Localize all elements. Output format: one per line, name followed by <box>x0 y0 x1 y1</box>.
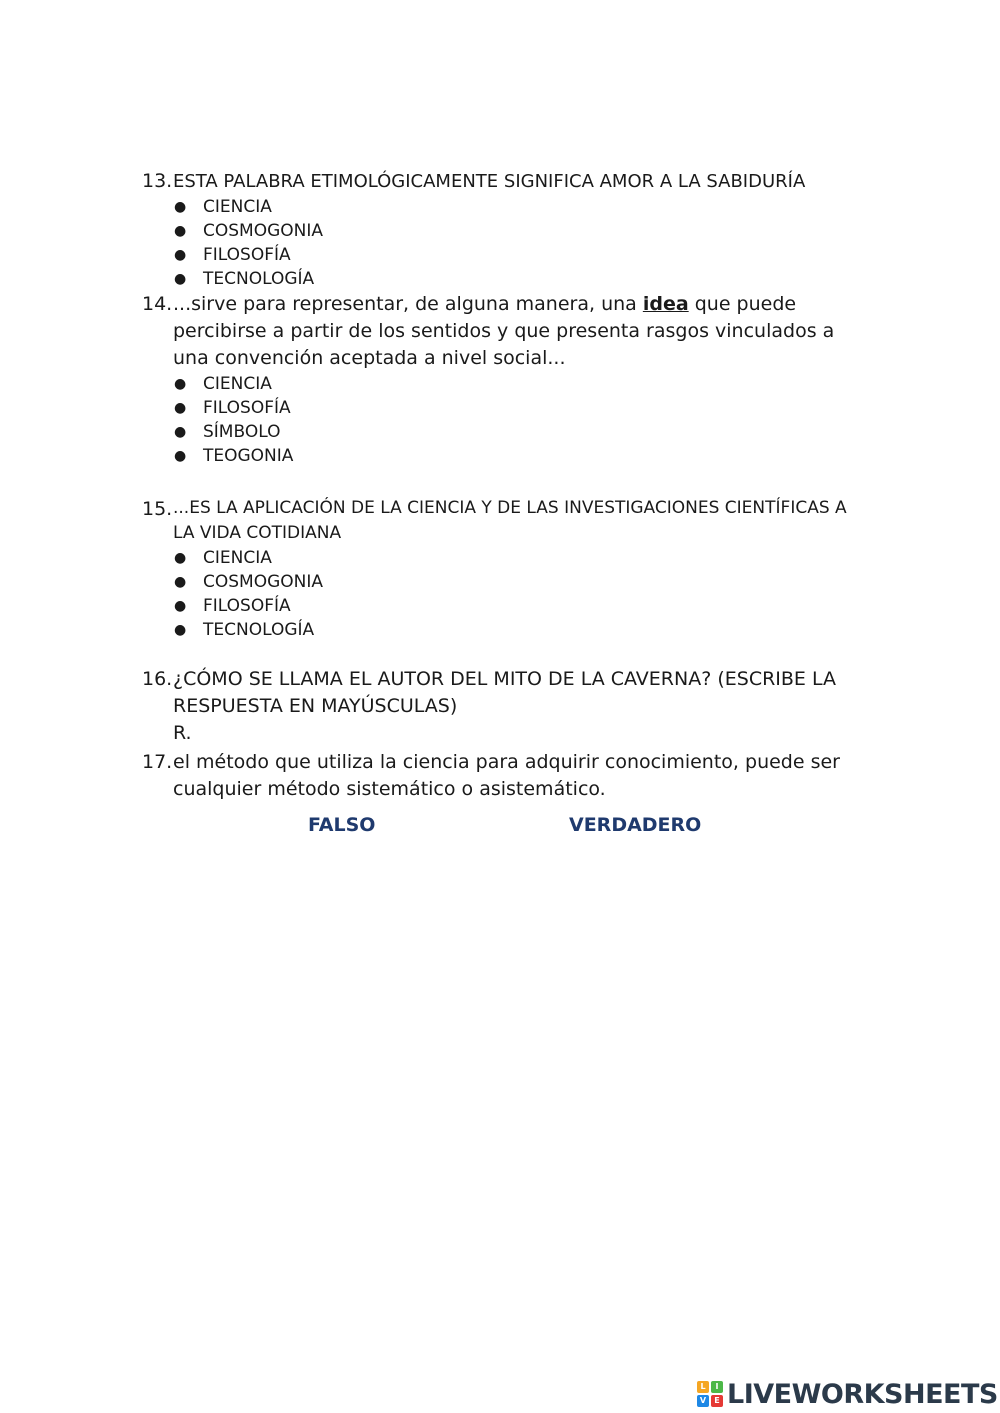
question-15 <box>0 496 1000 642</box>
verdadero-button[interactable]: VERDADERO <box>569 814 702 836</box>
bullet-icon: ● <box>174 424 187 440</box>
option-item[interactable]: ● TECNOLOGÍA <box>174 620 315 640</box>
bullet-icon: ● <box>174 199 187 215</box>
option-item[interactable]: ● COSMOGONIA <box>174 572 324 592</box>
option-item[interactable]: ● FILOSOFÍA <box>174 398 291 418</box>
keyword: idea <box>642 293 689 315</box>
bullet-icon: ● <box>174 247 187 263</box>
options-list <box>0 195 1000 291</box>
options-list <box>0 372 1000 468</box>
question-text: ...ES LA APLICACIÓN DE LA CIENCIA Y DE LAS INVESTIGACIONES CIENTÍFICAS A LA VIDA COTIDIANA <box>173 498 847 543</box>
bullet-icon: ● <box>174 574 187 590</box>
question-14 <box>0 291 1000 468</box>
option-item[interactable]: ● SÍMBOLO <box>174 422 281 442</box>
liveworksheets-logo <box>697 1377 998 1411</box>
question-number: 17. <box>142 751 173 773</box>
bullet-icon: ● <box>174 550 187 566</box>
bullet-icon: ● <box>174 598 187 614</box>
logo-mark-icon: L I V E <box>697 1381 723 1407</box>
question-text: ESTA PALABRA ETIMOLÓGICAMENTE SIGNIFICA AMOR A LA SABIDURÍA <box>173 171 806 192</box>
question-text: ...sirve para representar, de alguna manera, una idea que puede percibirse a partir de los sentidos y que presenta rasgos vinculados a una convención aceptada a nivel social... <box>173 293 835 369</box>
option-item[interactable]: ● TECNOLOGÍA <box>174 269 315 289</box>
question-16 <box>0 666 1000 747</box>
option-item[interactable]: ● CIENCIA <box>174 197 272 217</box>
question-text: el método que utiliza la ciencia para adquirir conocimiento, puede ser cualquier método sistemático o asistemático. <box>173 751 840 800</box>
falso-button[interactable]: FALSO <box>308 814 376 836</box>
bullet-icon: ● <box>174 376 187 392</box>
bullet-icon: ● <box>174 223 187 239</box>
option-item[interactable]: ● CIENCIA <box>174 374 272 394</box>
option-item[interactable]: ● FILOSOFÍA <box>174 245 291 265</box>
question-13 <box>0 168 1000 291</box>
bullet-icon: ● <box>174 448 187 464</box>
bullet-icon: ● <box>174 400 187 416</box>
bullet-icon: ● <box>174 622 187 638</box>
option-item[interactable]: ● TEOGONIA <box>174 446 294 466</box>
options-list <box>0 546 1000 642</box>
question-number: 13. <box>142 170 173 192</box>
bullet-icon: ● <box>174 271 187 287</box>
answer-field[interactable] <box>0 720 1000 747</box>
option-item[interactable]: ● COSMOGONIA <box>174 221 324 241</box>
question-number: 15. <box>142 498 173 520</box>
question-text: ¿CÓMO SE LLAMA EL AUTOR DEL MITO DE LA CAVERNA? (ESCRIBE LA RESPUESTA EN MAYÚSCULAS) <box>173 668 836 717</box>
option-item[interactable]: ● FILOSOFÍA <box>174 596 291 616</box>
question-number: 16. <box>142 668 173 690</box>
answer-label: R. <box>173 722 192 744</box>
logo-text: LIVEWORKSHEETS <box>727 1378 998 1410</box>
question-number: 14. <box>142 293 173 315</box>
option-item[interactable]: ● CIENCIA <box>174 548 272 568</box>
question-17 <box>0 749 1000 803</box>
